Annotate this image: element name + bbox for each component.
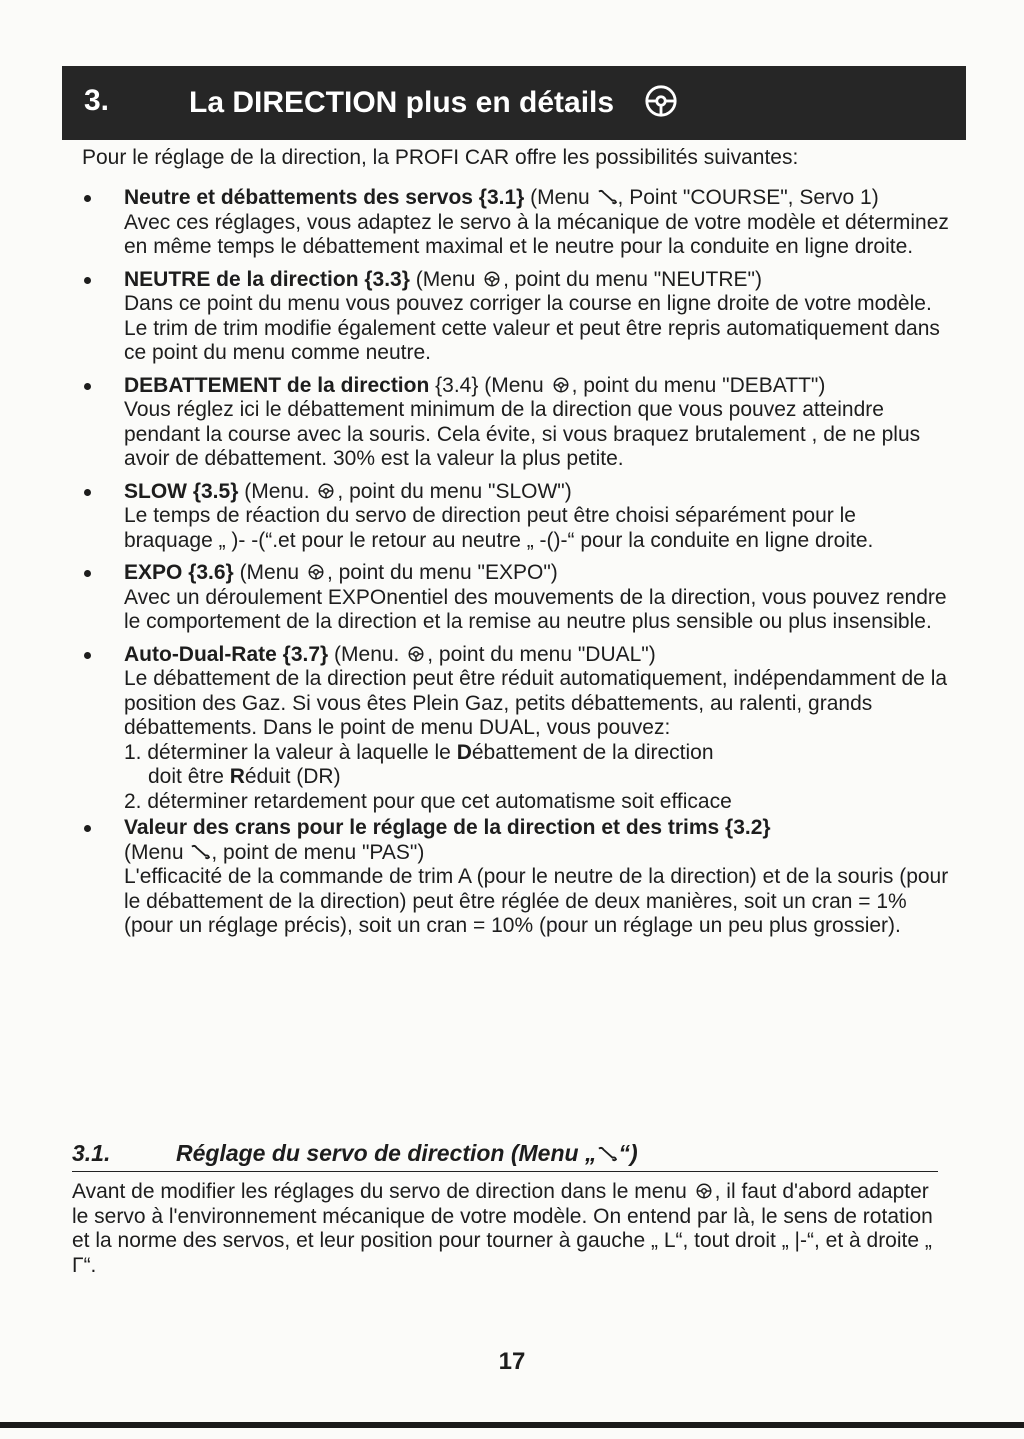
numbered-item: 2. déterminer retardement pour que cet automatisme soit efficace: [124, 789, 732, 813]
item-menu-ref: (Menu: [409, 267, 482, 291]
item-menu-point: , point du menu "NEUTRE"): [503, 267, 762, 291]
wrench-icon: [596, 188, 618, 206]
item-menu-ref: {3.4} (Menu: [429, 373, 550, 397]
page-number: 17: [498, 1348, 526, 1375]
item-heading: NEUTRE de la direction {3.3}: [124, 267, 410, 291]
intro-text: Pour le réglage de la direction, la PROFI CAR offre les possibilités suivantes:: [82, 146, 799, 169]
item-heading: Valeur des crans pour le réglage de la direction et des trims {3.2}: [124, 816, 771, 839]
list-item: [80, 561, 950, 635]
item-description: Le temps de réaction du servo de direction peut être choisi séparément pour le braquage „ )- -(“.et pour le retour au neutre „ -()-“ pour la conduite en ligne droite.: [124, 504, 874, 552]
item-menu-point: , point du menu "SLOW"): [337, 479, 572, 503]
bullet-dot: [84, 570, 91, 577]
feature-list: [80, 186, 950, 939]
item-heading: DEBATTEMENT de la direction: [124, 373, 430, 397]
steering-wheel-icon: [405, 645, 427, 663]
item-heading: Auto-Dual-Rate {3.7}: [124, 642, 329, 666]
bullet-dot: [84, 383, 91, 390]
list-item: [80, 816, 950, 939]
item-menu-point: , point du menu "EXPO"): [326, 561, 558, 584]
steering-wheel-icon: [305, 563, 327, 581]
numbered-item: 1. déterminer la valeur à laquelle le Débattement de la direction: [124, 740, 714, 764]
list-item: [80, 268, 950, 366]
wrench-icon: [596, 1145, 618, 1163]
steering-wheel-icon: [693, 1182, 715, 1200]
item-description: L'efficacité de la commande de trim A (pour le neutre de la direction) et de la souris (pour le débattement de la direction) peut être réglée de deux manières, soit un cran = 1% (pour un réglage précis), soit un cran = 10% (pour un réglage un peu plus grossier).: [124, 865, 949, 937]
wrench-icon: [189, 843, 211, 861]
item-menu-point: , Point "COURSE", Servo 1): [617, 186, 879, 209]
subsection-body: Avant de modifier les réglages du servo de direction dans le menu , il faut d'abord adapter le servo à l'environnement mécanique de votre modèle. On entend par là, le sens de rotation et la norme des servos, et leur position pour tourner à gauche „ L“, tout droit „ |-“, et à droite „ Γ“.: [72, 1180, 933, 1277]
steering-wheel-icon: [481, 270, 503, 288]
steering-wheel-icon: [550, 376, 572, 394]
subsection-number: 3.1.: [72, 1140, 111, 1166]
bullet-dot: [84, 489, 91, 496]
item-description: Avec ces réglages, vous adaptez le servo à la mécanique de votre modèle et déterminez en même temps le débattement maximal et le neutre pour la conduite en ligne droite.: [124, 210, 949, 258]
subsection-title: Réglage du servo de direction (Menu „ “): [176, 1140, 638, 1166]
item-heading: SLOW {3.5}: [124, 479, 239, 503]
section-header-bar: [62, 66, 966, 140]
list-item: [80, 186, 950, 260]
subsection-heading: [72, 1140, 938, 1172]
item-menu-point: , point du menu "DUAL"): [427, 642, 656, 666]
numbered-item-continuation: doit être Réduit (DR): [148, 765, 341, 788]
list-item: [80, 643, 950, 815]
steering-wheel-icon: [315, 482, 337, 500]
section-title: La DIRECTION plus en détails: [189, 86, 615, 119]
item-menu-point: , point de menu "PAS"): [211, 840, 425, 864]
item-menu-ref: (Menu: [124, 840, 190, 864]
bullet-dot: [84, 652, 91, 659]
list-item: [80, 480, 950, 554]
item-menu-ref: (Menu: [233, 561, 305, 584]
section-number: 3.: [84, 84, 110, 117]
item-menu-ref: (Menu: [524, 186, 596, 209]
bottom-rule: [0, 1422, 1024, 1428]
item-description: Vous réglez ici le débattement minimum de la direction que vous pouvez atteindre pendant la course avec la souris. Cela évite, si vous braquez brutalement , de ne plus avoir de débattement. 30% est la valeur la plus petite.: [124, 398, 921, 470]
bullet-dot: [84, 277, 91, 284]
item-description: Dans ce point du menu vous pouvez corriger la course en ligne droite de votre modèle. Le trim de trim modifie également cette valeur et peut être repris automatiquement dans ce point du menu comme neutre.: [124, 292, 940, 364]
item-menu-ref: (Menu.: [238, 479, 316, 503]
item-heading: EXPO {3.6}: [124, 561, 234, 584]
steering-wheel-icon: [644, 84, 678, 118]
item-menu-ref: (Menu.: [328, 642, 406, 666]
bullet-dot: [84, 825, 91, 832]
bullet-dot: [84, 195, 91, 202]
item-menu-point: , point du menu "DEBATT"): [571, 373, 826, 397]
item-description: Avec un déroulement EXPOnentiel des mouvements de la direction, vous pouvez rendre le comportement de la direction et la remise au neutre plus sensible ou plus insensible.: [124, 585, 947, 633]
list-item: [80, 374, 950, 472]
item-heading: Neutre et débattements des servos {3.1}: [124, 186, 525, 209]
item-description: Le débattement de la direction peut être réduit automatiquement, indépendamment de la position des Gaz. Si vous êtes Plein Gaz, petits débattements, au ralenti, grands débattements. Dans le point de menu DUAL, vous pouvez:: [124, 667, 948, 739]
